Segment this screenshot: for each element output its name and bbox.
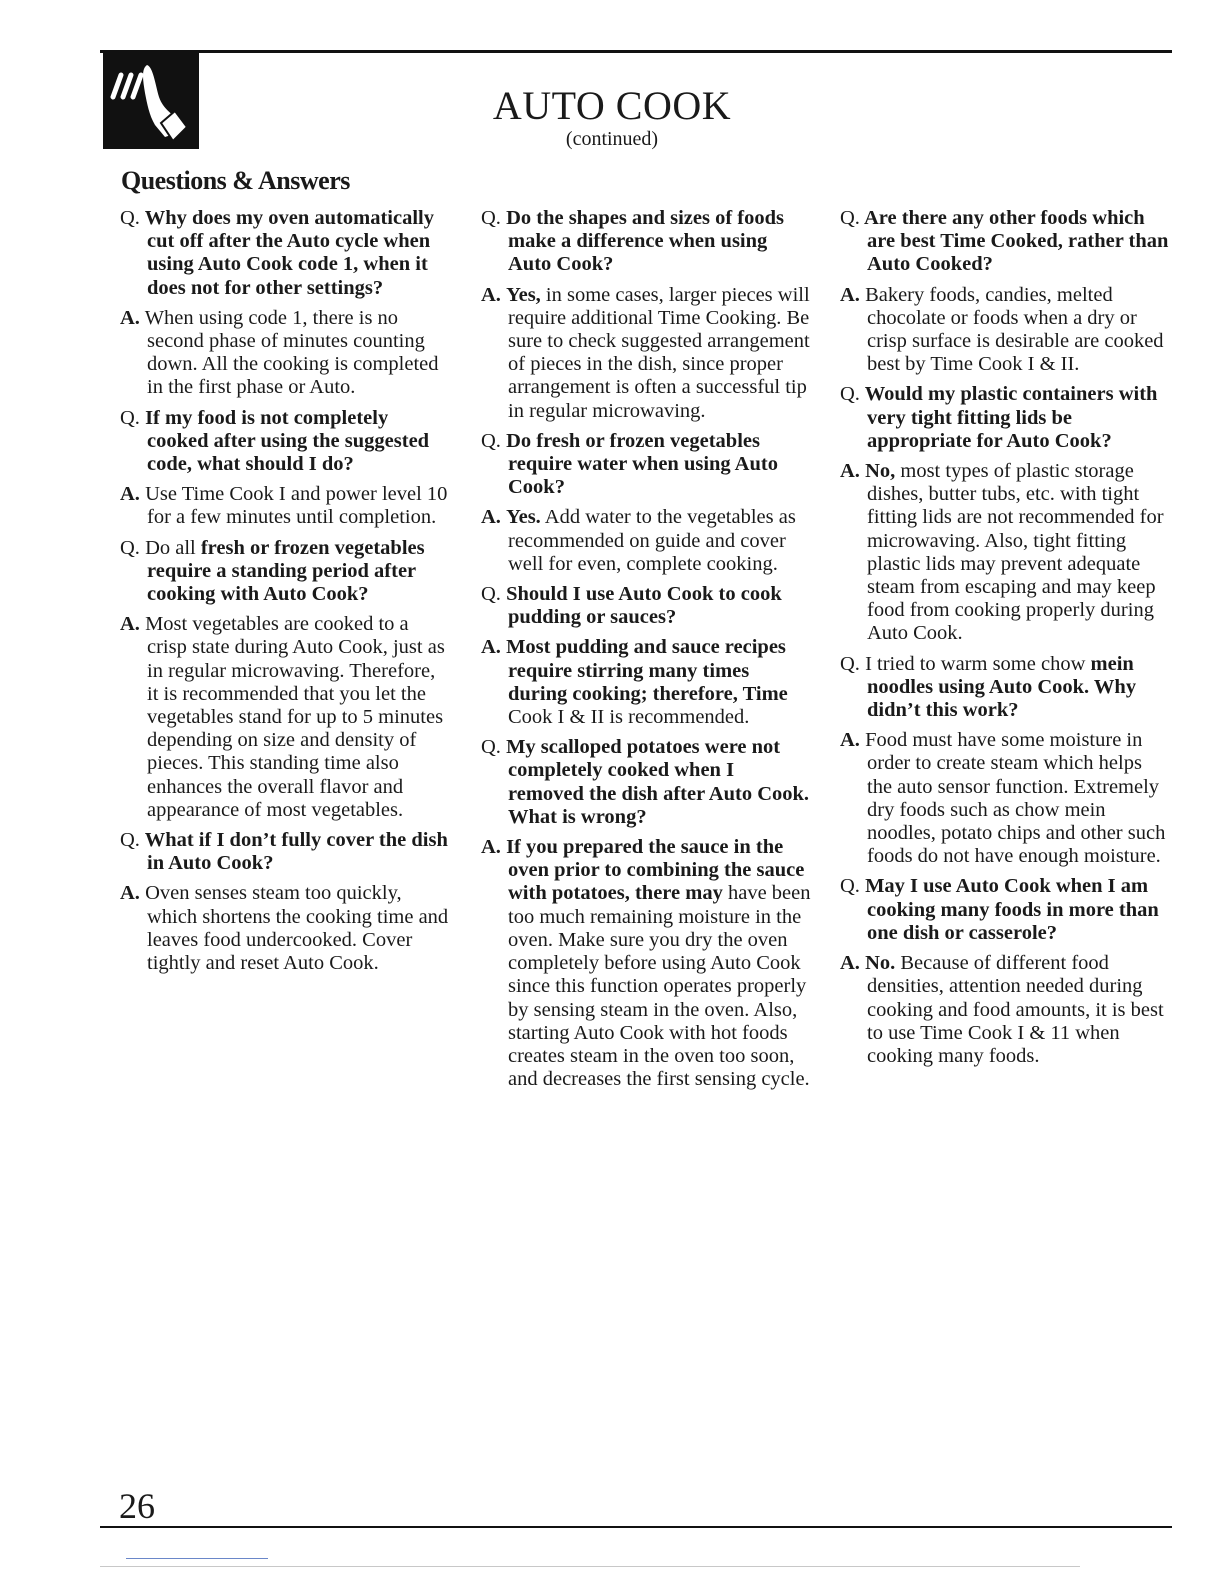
question-text: mein noodles using Auto Cook. Why didn’t this work? [867, 652, 1137, 722]
question [120, 829, 450, 875]
question-label: Q. [840, 383, 860, 406]
answer [481, 636, 811, 729]
top-rule [100, 50, 1172, 53]
answer-lead-text: No, [865, 460, 896, 483]
page-subtitle: (continued) [565, 128, 659, 150]
question-label: Q. [840, 207, 860, 229]
question [481, 430, 811, 500]
answer-text: Oven senses steam too quickly, which shortens the cooking time and leaves food undercooked. Cover tightly and reset Auto Cook. [145, 882, 449, 975]
answer-text: most types of plastic storage dishes, butter tubs, etc. with tight fitting lids are not recommended for microwaving. Also, tight fitting plastic lids may prevent adequate steam from escaping and may keep food from cooking properly during Auto Cook. [867, 460, 1164, 645]
answer-text: have been too much remaining moisture in the oven. Make sure you dry the oven completely before using Auto Cook since this function operates properly by sensing steam in the oven. Also, starting Auto Cook with hot foods creates steam in the oven too soon, and decreases the first sensing cycle. [508, 882, 811, 1091]
question-text: If my food is not completely cooked after using the suggested code, what should I do? [145, 406, 430, 476]
question [840, 653, 1170, 723]
question [840, 207, 1170, 277]
section-heading: Questions & Answers [121, 166, 350, 195]
answer-text: Use Time Cook I and power level 10 for a few minutes until completion. [145, 483, 448, 529]
answer [481, 836, 811, 1091]
answer [120, 882, 450, 975]
question-label: Q. [481, 207, 501, 229]
question-text: What if I don’t fully cover the dish in Auto Cook? [144, 829, 448, 875]
question-text: fresh or frozen vegetables require a standing period after cooking with Auto Cook? [147, 536, 425, 606]
question-text: Why does my oven automatically cut off after the Auto cycle when using Auto Cook code 1, when it does not for other settings? [144, 207, 434, 299]
question-text: Should I use Auto Cook to cook pudding or sauces? [506, 583, 782, 629]
answer-label: A. [840, 952, 860, 975]
answer [840, 952, 1170, 1068]
bottom-rule [100, 1526, 1172, 1528]
answer-text: Add water to the vegetables as recommended on guide and cover well for even, complete cooking. [508, 506, 796, 575]
page-number: 26 [119, 1486, 155, 1526]
question-text: Do fresh or frozen vegetables require water when using Auto Cook? [506, 429, 778, 499]
question-label: Q. [120, 406, 140, 429]
answer-text: Because of different food densities, attention needed during cooking and food amounts, it is best to use Time Cook I & 11 when cooking many foods. [867, 952, 1164, 1067]
qa-column-2 [481, 207, 811, 1098]
question-text: Would my plastic containers with very tight fitting lids be appropriate for Auto Cook? [864, 383, 1158, 452]
question-label: Q. [481, 429, 501, 452]
question [481, 736, 811, 829]
question [840, 875, 1170, 945]
answer [120, 613, 450, 822]
answer-label: A. [840, 460, 860, 483]
answer-text: Cook I & II is recommended. [508, 706, 750, 729]
question-plain-text: Do all [145, 536, 201, 559]
answer-lead-text: Yes. [506, 506, 541, 529]
answer [840, 729, 1170, 868]
page-title: AUTO COOK [492, 83, 732, 128]
answer-label: A. [481, 836, 501, 859]
answer [481, 284, 811, 423]
qa-column-3 [840, 207, 1170, 1075]
answer-label: A. [120, 613, 140, 636]
answer-text: Bakery foods, candies, melted chocolate or foods when a dry or crisp surface is desirable are cooked best by Time Cook I & II. [865, 283, 1164, 376]
question [840, 383, 1170, 453]
answer-text: When using code 1, there is no second phase of minutes counting down. All the cooking is completed in the first phase or Auto. [144, 306, 439, 399]
title-block [0, 84, 1224, 150]
answer-label: A. [120, 882, 140, 905]
answer [120, 307, 450, 400]
question [481, 583, 811, 629]
question [120, 537, 450, 607]
footer-rule [100, 1566, 1080, 1567]
answer [840, 460, 1170, 646]
question-label: Q. [120, 536, 140, 559]
answer-label: A. [481, 283, 501, 306]
qa-column-1 [120, 207, 450, 982]
answer-text: Most vegetables are cooked to a crisp state during Auto Cook, just as in regular microwaving. Therefore, it is recommended that you let the vegetables stand for up to 5 minutes depending on size and density of pieces. This standing time also enhances the overall flavor and appearance of most vegetables. [145, 613, 445, 821]
question-text: Are there any other foods which are best Time Cooked, rather than Auto Cooked? [863, 207, 1169, 276]
answer-lead-text: Yes, [506, 283, 541, 306]
question [120, 407, 450, 477]
question-text: My scalloped potatoes were not completely cooked when I removed the dish after Auto Cook. What is wrong? [506, 736, 810, 828]
answer-label: A. [840, 283, 860, 306]
question-label: Q. [120, 207, 140, 229]
answer [481, 506, 811, 576]
answer-label: A. [840, 729, 860, 752]
question [481, 207, 811, 277]
footer-link-line [126, 1558, 268, 1559]
answer-label: A. [120, 483, 140, 506]
question-label: Q. [481, 736, 501, 759]
answer-lead-text: No. [865, 952, 896, 975]
answer-lead-text: Most pudding and sauce recipes require stirring many times during cooking; therefore, Time [506, 636, 788, 705]
answer-text: Food must have some moisture in order to create steam which helps the auto sensor function. Extremely dry foods such as chow mein noodles, potato chips and other such foods do not have enough moisture. [865, 729, 1166, 868]
answer-label: A. [481, 506, 501, 529]
question-label: Q. [481, 583, 501, 606]
answer [120, 483, 450, 529]
answer [840, 284, 1170, 377]
answer-label: A. [120, 306, 140, 329]
question-text: Do the shapes and sizes of foods make a difference when using Auto Cook? [506, 207, 784, 276]
question-label: Q. [840, 652, 860, 675]
answer-lead-text: If you prepared the sauce in the oven prior to combining the sauce with potatoes, there may [506, 836, 805, 905]
question-label: Q. [120, 829, 140, 852]
answer-label: A. [481, 636, 501, 659]
question-plain-text: I tried to warm some chow [865, 652, 1091, 675]
question-label: Q. [840, 875, 860, 898]
question [120, 207, 450, 300]
answer-text: in some cases, larger pieces will require additional Time Cooking. Be sure to check suggested arrangement of pieces in the dish, since proper arrangement is often a successful tip in regular microwaving. [508, 283, 810, 422]
question-text: May I use Auto Cook when I am cooking many foods in more than one dish or casserole? [865, 875, 1159, 944]
